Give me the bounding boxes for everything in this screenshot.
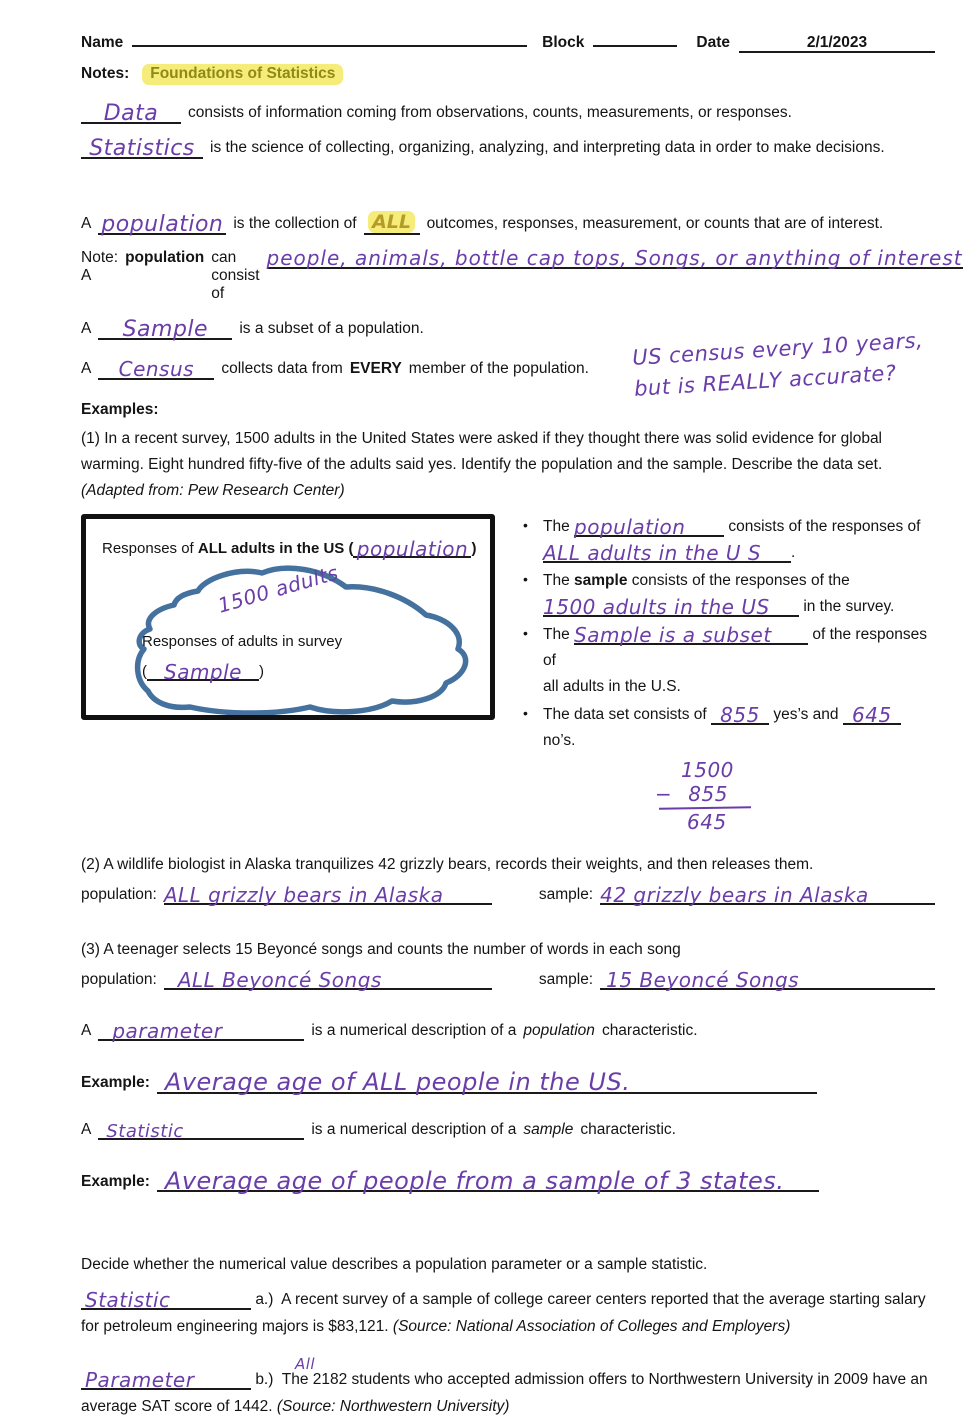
example2-text: (2) A wildlife biologist in Alaska tranquilizes 42 grizzly bears, records their weights, and then releases them. — [81, 855, 814, 873]
bullet1-answer-blank — [574, 514, 724, 537]
bullet-dot: • — [523, 624, 528, 641]
bullet-dot: • — [523, 516, 528, 533]
decide-b-text: The 2182 students who accepted admission offers to Northwestern University in 2009 have an average SAT score of 1442. — [81, 1371, 928, 1416]
statistic-example-label: Example: — [81, 1172, 150, 1190]
parameter-italic: population — [523, 1022, 595, 1040]
date-label: Date — [696, 34, 730, 51]
math-minus-sign: − — [655, 781, 673, 806]
diagram-title — [86, 519, 490, 559]
bullet-dot: • — [523, 704, 528, 721]
parameter-example-row — [81, 1067, 935, 1097]
parameter-answer-handwriting: parameter — [112, 1019, 223, 1044]
header-row — [81, 30, 935, 53]
bullet-dataset — [523, 702, 935, 754]
notes-title-highlight: Foundations of Statistics — [142, 64, 343, 85]
example2-population-label: population: — [81, 885, 157, 903]
parameter-row — [81, 1018, 935, 1044]
diagram-title-pre: Responses of — [102, 539, 194, 557]
all-answer-handwriting: ALL — [368, 211, 415, 233]
bullet1-post: consists of the responses of — [728, 517, 921, 535]
statistics-answer-blank — [81, 135, 203, 162]
example2-sample-label: sample: — [538, 885, 594, 903]
parameter-pre: A — [81, 1022, 92, 1040]
note-answer-handwriting: people, animals, bottle cap tops, Songs, or anything of interest — [266, 246, 963, 271]
statistic-answer-handwriting: Statistic — [106, 1120, 184, 1142]
bullet4-answer2-blank — [843, 702, 901, 725]
bullet-population — [523, 514, 935, 566]
decide-b-label: b.) — [255, 1371, 274, 1389]
example3-population-label: population: — [81, 970, 157, 988]
bullet-sample — [523, 568, 935, 620]
census-margin-note-line1: US census every 10 years, — [631, 328, 924, 371]
population-diagram-box — [81, 514, 495, 720]
blob-paren-close: ) — [259, 662, 264, 680]
census-margin-note-line2: but is REALLY accurate? — [633, 361, 898, 402]
math-subtrahend: 855 — [688, 781, 728, 806]
population-row — [81, 211, 935, 238]
statistic-answer-blank — [98, 1120, 304, 1140]
statistic-italic: sample — [523, 1120, 574, 1138]
bullet3-pre: The — [543, 625, 570, 643]
example2-answers-row — [81, 882, 935, 905]
example3-sample-handwriting: 15 Beyoncé Songs — [606, 967, 800, 992]
sample-post: is a subset of a population. — [239, 320, 424, 338]
decide-b-source: (Source: Northwestern University) — [276, 1398, 510, 1416]
math-subtrahend-row — [653, 782, 751, 806]
bullet1-answer2-handwriting: ALL adults in the U S — [543, 540, 762, 565]
example2-sample-blank — [600, 882, 935, 905]
definition-statistics-row — [81, 135, 935, 162]
statistic-row — [81, 1120, 935, 1140]
sample-pre: A — [81, 320, 92, 338]
example1-source: (Adapted from: Pew Research Center) — [81, 481, 345, 499]
bullet2-answer-blank — [543, 594, 799, 617]
census-answer-blank — [98, 356, 214, 382]
math-minuend: 1500 — [681, 757, 734, 782]
note-answer-blank — [266, 245, 963, 271]
bullet2-bold: sample — [574, 571, 628, 589]
population-pre: A — [81, 215, 92, 233]
population-post: outcomes, responses, measurement, or counts that are of interest. — [426, 215, 884, 233]
statistics-definition-text: is the science of collecting, organizing, analyzing, and interpreting data in order to make decisions. — [210, 139, 885, 157]
data-answer-handwriting: Data — [103, 101, 159, 127]
census-post: member of the population. — [408, 360, 589, 378]
decide-a-label: a.) — [255, 1291, 274, 1309]
sample-answer-handwriting: Sample — [122, 317, 209, 343]
statistic-mid: is a numerical description of a — [311, 1120, 517, 1138]
parameter-mid: is a numerical description of a — [311, 1022, 517, 1040]
statistic-example-row — [81, 1166, 935, 1195]
parameter-answer-blank — [98, 1018, 304, 1044]
example3-population-blank — [164, 967, 492, 990]
blob-1500-adults-label: 1500 adults — [215, 559, 342, 618]
census-answer-handwriting: Census — [118, 357, 195, 382]
parameter-example-blank — [157, 1067, 817, 1097]
example3-population-handwriting: ALL Beyoncé Songs — [177, 967, 382, 992]
note-bold: population — [125, 249, 205, 267]
census-bold: EVERY — [349, 360, 402, 378]
note-mid: can consist of — [211, 249, 260, 303]
bullet-dot: • — [523, 570, 528, 587]
date-value: 2/1/2023 — [806, 34, 868, 51]
bullet1-pre: The — [543, 517, 570, 535]
bullet3-post: of the responses of — [543, 625, 927, 669]
bullet3-answer-blank — [574, 622, 808, 645]
name-label: Name — [81, 34, 124, 51]
notes-row — [81, 64, 935, 85]
bullet2-answer-handwriting: 1500 adults in the US — [543, 594, 770, 619]
decide-a-answer-blank — [81, 1287, 251, 1313]
example1-text: (1) In a recent survey, 1500 adults in the United States were asked if they thought there was solid evidence for global warming. Eight hundred fifty-five of the adults said yes. Identify the population and the sample. Describe the data set. — [81, 429, 883, 473]
census-pre: A — [81, 360, 92, 378]
bullet2-end: in the survey. — [803, 597, 895, 615]
parameter-example-handwriting: Average age of ALL people in the US. — [164, 1068, 631, 1097]
bullet3-answer-handwriting: Sample is a subset — [574, 622, 772, 647]
blob-paren-open: ( — [142, 662, 147, 680]
blob-sample-answer-handwriting: Sample — [164, 659, 242, 684]
date-blank — [739, 35, 935, 53]
example3-answers-row — [81, 967, 935, 990]
example3-sample-blank — [600, 967, 935, 990]
math-difference: 645 — [687, 809, 727, 834]
bullet1-answer-handwriting: population — [574, 514, 686, 539]
diagram-paren-open: ( — [348, 539, 354, 557]
statistic-example-handwriting: Average age of people from a sample of 3 states. — [164, 1166, 785, 1195]
blob-sample-line — [142, 659, 264, 682]
note-pre: Note: A — [81, 249, 119, 285]
population-answer-handwriting: population — [101, 212, 224, 238]
bullet-subset — [523, 622, 935, 700]
statistics-answer-handwriting: Statistics — [89, 136, 195, 162]
all-answer-blank — [364, 213, 420, 235]
blob-sample-answer-blank — [147, 659, 259, 682]
decide-item-a — [81, 1286, 935, 1340]
example3-text: (3) A teenager selects 15 Beyoncé songs and counts the number of words in each song — [81, 940, 681, 958]
subtraction-work — [653, 758, 751, 834]
decide-a-answer-handwriting: Statistic — [85, 1288, 171, 1313]
decide-b-annotation: All — [295, 1355, 316, 1374]
decide-b-answer-blank — [81, 1367, 251, 1393]
block-label: Block — [542, 34, 585, 51]
decide-b-answer-handwriting: Parameter — [85, 1368, 195, 1393]
bullet4-answer1-handwriting: 855 — [720, 702, 760, 727]
data-definition-text: consists of information coming from observations, counts, measurements, or responses. — [188, 104, 792, 122]
example2-population-handwriting: ALL grizzly bears in Alaska — [163, 882, 444, 907]
bullet3-line2: all adults in the U.S. — [543, 677, 681, 695]
bullet2-post: consists of the responses of the — [631, 571, 850, 589]
bullet1-answer2-blank — [543, 540, 791, 563]
example1-work-area — [81, 514, 935, 834]
bullet4-answer1-blank — [711, 702, 769, 725]
population-answer-blank — [98, 211, 226, 238]
bullet4-pre: The data set consists of — [543, 705, 707, 723]
definition-data-row — [81, 100, 935, 127]
decide-intro: Decide whether the numerical value describes a population parameter or a sample statistic. — [81, 1256, 708, 1274]
statistic-end: characteristic. — [580, 1120, 676, 1138]
diagram-title-answer-handwriting: population — [356, 536, 469, 561]
example2-sample-handwriting: 42 grizzly bears in Alaska — [600, 882, 869, 907]
example1-bullet-list — [523, 514, 935, 834]
decide-a-source: (Source: National Association of Colleges and Employers) — [392, 1318, 791, 1336]
example3-sample-label: sample: — [538, 970, 594, 988]
statistic-pre: A — [81, 1120, 92, 1138]
block-blank — [593, 30, 677, 47]
bullet4-mid: yes’s and — [773, 705, 839, 723]
notes-label: Notes: — [81, 65, 130, 83]
parameter-example-label: Example: — [81, 1074, 150, 1092]
blob-inner-text: Responses of adults in survey — [142, 632, 343, 650]
population-mid: is the collection of — [233, 215, 357, 233]
population-note-row — [81, 245, 963, 303]
examples-heading: Examples: — [81, 400, 159, 418]
census-mid: collects data from — [221, 360, 343, 378]
decide-a-text: A recent survey of a sample of college career centers reported that the average starting salary for petroleum engineering majors is $83,121. — [81, 1291, 926, 1336]
statistic-example-blank — [157, 1166, 819, 1195]
diagram-title-bold: ALL adults in the US — [197, 539, 345, 557]
name-blank — [132, 30, 527, 47]
parameter-end: characteristic. — [601, 1022, 698, 1040]
diagram-paren-close: ) — [471, 539, 477, 557]
decide-item-b — [81, 1355, 935, 1420]
data-answer-blank — [81, 100, 181, 127]
sample-answer-blank — [98, 316, 232, 343]
bullet4-end: no’s. — [543, 731, 576, 749]
bullet4-answer2-handwriting: 645 — [852, 702, 892, 727]
bullet2-pre: The — [543, 571, 570, 589]
bullet1-end: . — [791, 543, 796, 561]
example1-paragraph — [81, 426, 935, 504]
example2-population-blank — [164, 882, 492, 905]
diagram-title-answer-blank — [353, 536, 471, 559]
